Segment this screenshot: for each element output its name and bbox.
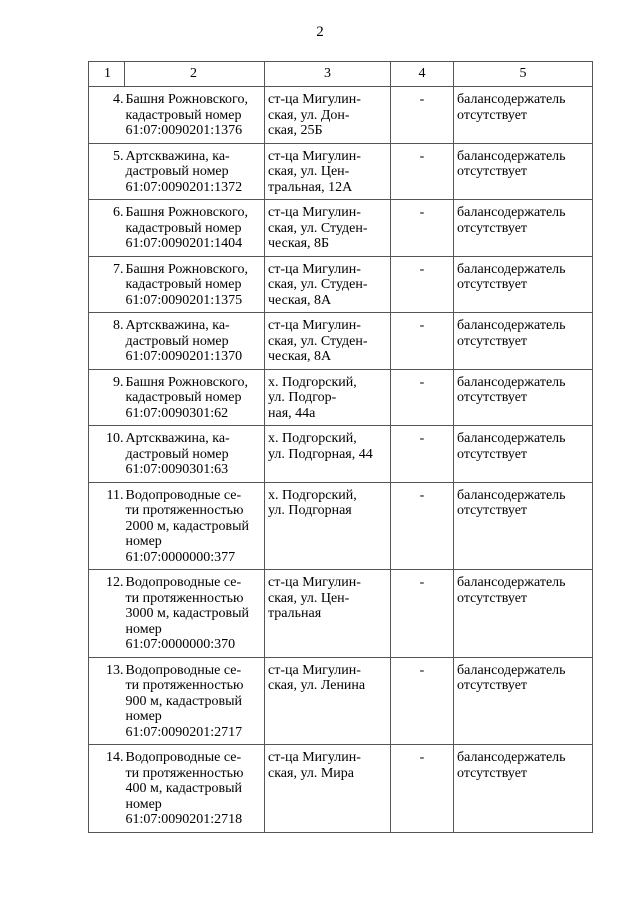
holder-line: отсутствует — [457, 333, 528, 349]
address-line: ст-ца Мигулин- — [268, 750, 361, 765]
col4-cell: - — [391, 570, 454, 658]
address-line: х. Подгорский, — [268, 487, 357, 503]
address-line: тральная, 12А — [268, 179, 353, 195]
address-line: ст-ца Мигулин- — [268, 575, 361, 590]
address-line: ст-ца Мигулин- — [268, 318, 361, 333]
object-name-line: ти протяженностью — [125, 503, 244, 518]
object-name-cell — [125, 313, 265, 370]
col4-cell: - — [391, 200, 454, 257]
table-row — [89, 200, 593, 257]
object-name-line: 61:07:0090201:2718 — [125, 812, 243, 827]
address-cell — [265, 313, 391, 370]
address-line: ская, ул. Студен- — [268, 333, 368, 349]
row-number: 14. — [89, 745, 125, 833]
header-col-3: 3 — [265, 62, 391, 87]
holder-line: балансодержатель — [457, 148, 566, 164]
col4-cell: - — [391, 143, 454, 200]
row-number: 5. — [89, 143, 125, 200]
object-name-cell — [125, 426, 265, 483]
object-name-line: ти протяженностью — [125, 678, 244, 693]
col4-cell: - — [391, 369, 454, 426]
address-line: ст-ца Мигулин- — [268, 148, 361, 164]
object-name-line: номер — [125, 621, 162, 637]
address-line: ная, 44а — [268, 405, 316, 421]
holder-cell — [454, 570, 593, 658]
holder-line: отсутствует — [457, 164, 528, 179]
object-name-line: Водопроводные се- — [125, 575, 242, 590]
address-line: ческая, 8Б — [268, 236, 330, 251]
holder-line: балансодержатель — [457, 318, 566, 333]
object-name-line: дастровый номер — [125, 446, 229, 462]
object-name-line: Водопроводные се- — [125, 487, 242, 503]
address-cell — [265, 482, 391, 570]
address-line: ул. Подгорная, 44 — [268, 446, 373, 462]
object-name-line: Артскважина, ка- — [125, 148, 230, 164]
table-row — [89, 745, 593, 833]
col4-cell: - — [391, 657, 454, 745]
header-col-4: 4 — [391, 62, 454, 87]
object-name-line: 61:07:0000000:377 — [125, 549, 236, 565]
object-name-cell — [125, 256, 265, 313]
holder-line: балансодержатель — [457, 92, 566, 107]
object-name-line: 61:07:0090201:1372 — [125, 179, 243, 195]
table-row — [89, 570, 593, 658]
object-name-line: 61:07:0090201:1404 — [125, 236, 243, 251]
header-col-5: 5 — [454, 62, 593, 87]
col4-cell: - — [391, 313, 454, 370]
object-name-line: Артскважина, ка- — [125, 431, 230, 446]
address-line: ская, ул. Студен- — [268, 220, 368, 236]
header-col-1: 1 — [89, 62, 125, 87]
object-name-cell — [125, 745, 265, 833]
object-name-line: кадастровый номер — [125, 220, 242, 236]
holder-line: балансодержатель — [457, 431, 566, 446]
holder-cell — [454, 313, 593, 370]
object-name-line: 61:07:0090301:63 — [125, 462, 229, 477]
address-line: ст-ца Мигулин- — [268, 92, 361, 107]
table-row — [89, 482, 593, 570]
row-number: 8. — [89, 313, 125, 370]
address-line: ская, ул. Ленина — [268, 678, 366, 693]
address-line: ул. Подгорная — [268, 503, 352, 518]
object-name-line: 61:07:0090201:1370 — [125, 349, 243, 364]
table-row — [89, 143, 593, 200]
col4-cell: - — [391, 482, 454, 570]
row-number: 10. — [89, 426, 125, 483]
object-name-line: Водопроводные се- — [125, 662, 242, 678]
property-table — [88, 61, 593, 833]
address-line: ческая, 8А — [268, 349, 332, 364]
table-row — [89, 369, 593, 426]
object-name-line: 900 м, кадастровый — [125, 693, 243, 709]
object-name-line: 61:07:0090301:62 — [125, 405, 229, 421]
object-name-line: Башня Рожновского, — [125, 205, 248, 220]
object-name-line: Башня Рожновского, — [125, 92, 248, 107]
object-name-line: ти протяженностью — [125, 765, 244, 781]
object-name-line: 61:07:0090201:1375 — [125, 292, 243, 308]
table-header-row — [89, 62, 593, 87]
address-line: ская, ул. Мира — [268, 765, 354, 781]
object-name-line: номер — [125, 796, 162, 812]
address-line: х. Подгорский, — [268, 431, 357, 446]
holder-line: балансодержатель — [457, 205, 566, 220]
col4-cell: - — [391, 256, 454, 313]
object-name-cell — [125, 657, 265, 745]
holder-line: отсутствует — [457, 678, 528, 693]
holder-line: отсутствует — [457, 765, 528, 781]
address-cell — [265, 256, 391, 313]
object-name-cell — [125, 570, 265, 658]
object-name-line: кадастровый номер — [125, 390, 242, 405]
object-name-cell — [125, 369, 265, 426]
holder-cell — [454, 369, 593, 426]
holder-line: балансодержатель — [457, 575, 566, 590]
table-row — [89, 657, 593, 745]
row-number: 11. — [89, 482, 125, 570]
object-name-cell — [125, 200, 265, 257]
object-name-line: Артскважина, ка- — [125, 318, 230, 333]
object-name-line: ти протяженностью — [125, 590, 244, 606]
table-body — [89, 62, 593, 833]
address-line: ская, ул. Цен- — [268, 164, 350, 179]
address-cell — [265, 426, 391, 483]
object-name-line: дастровый номер — [125, 164, 229, 179]
holder-line: отсутствует — [457, 390, 528, 405]
holder-cell — [454, 87, 593, 144]
address-line: ул. Подгор- — [268, 390, 337, 405]
holder-line: балансодержатель — [457, 750, 566, 765]
object-name-line: номер — [125, 709, 162, 724]
col4-cell: - — [391, 745, 454, 833]
address-line: х. Подгорский, — [268, 374, 357, 390]
object-name-cell — [125, 87, 265, 144]
table-row — [89, 313, 593, 370]
object-name-line: 3000 м, кадастровый — [125, 606, 250, 621]
object-name-line: Башня Рожновского, — [125, 374, 248, 390]
address-line: ст-ца Мигулин- — [268, 205, 361, 220]
holder-line: отсутствует — [457, 220, 528, 236]
holder-line: отсутствует — [457, 107, 528, 123]
address-cell — [265, 745, 391, 833]
table-row — [89, 87, 593, 144]
object-name-line: 61:07:0090201:2717 — [125, 724, 243, 740]
holder-line: отсутствует — [457, 590, 528, 606]
object-name-line: дастровый номер — [125, 333, 229, 349]
object-name-line: кадастровый номер — [125, 277, 242, 292]
address-line: ская, ул. Цен- — [268, 590, 350, 606]
holder-line: балансодержатель — [457, 261, 566, 277]
holder-line: отсутствует — [457, 503, 528, 518]
row-number: 4. — [89, 87, 125, 144]
holder-cell — [454, 256, 593, 313]
object-name-line: 2000 м, кадастровый — [125, 518, 250, 534]
address-cell — [265, 87, 391, 144]
address-line: ская, ул. Дон- — [268, 107, 350, 123]
table-row — [89, 426, 593, 483]
holder-cell — [454, 143, 593, 200]
object-name-cell — [125, 482, 265, 570]
col4-cell: - — [391, 426, 454, 483]
address-line: тральная — [268, 606, 322, 621]
holder-cell — [454, 482, 593, 570]
holder-line: балансодержатель — [457, 487, 566, 503]
address-line: ст-ца Мигулин- — [268, 261, 361, 277]
holder-cell — [454, 657, 593, 745]
object-name-line: Башня Рожновского, — [125, 261, 248, 277]
address-line: ст-ца Мигулин- — [268, 662, 361, 678]
holder-line: отсутствует — [457, 446, 528, 462]
object-name-cell — [125, 143, 265, 200]
object-name-line: 61:07:0000000:370 — [125, 637, 236, 652]
row-number: 13. — [89, 657, 125, 745]
address-line: ская, ул. Студен- — [268, 277, 368, 292]
row-number: 7. — [89, 256, 125, 313]
address-cell — [265, 369, 391, 426]
page-number: 2 — [316, 24, 324, 40]
address-cell — [265, 200, 391, 257]
object-name-line: Водопроводные се- — [125, 750, 242, 765]
header-col-2: 2 — [125, 62, 265, 87]
object-name-line: номер — [125, 534, 162, 549]
address-cell — [265, 143, 391, 200]
object-name-line: 400 м, кадастровый — [125, 781, 243, 796]
holder-line: отсутствует — [457, 277, 528, 292]
holder-cell — [454, 200, 593, 257]
holder-cell — [454, 426, 593, 483]
col4-cell: - — [391, 87, 454, 144]
holder-cell — [454, 745, 593, 833]
address-cell — [265, 657, 391, 745]
address-line: ческая, 8А — [268, 292, 332, 308]
table-row — [89, 256, 593, 313]
object-name-line: кадастровый номер — [125, 107, 242, 123]
row-number: 12. — [89, 570, 125, 658]
address-cell — [265, 570, 391, 658]
holder-line: балансодержатель — [457, 374, 566, 390]
address-line: ская, 25Б — [268, 123, 323, 138]
row-number: 9. — [89, 369, 125, 426]
row-number: 6. — [89, 200, 125, 257]
object-name-line: 61:07:0090201:1376 — [125, 123, 243, 138]
holder-line: балансодержатель — [457, 662, 566, 678]
